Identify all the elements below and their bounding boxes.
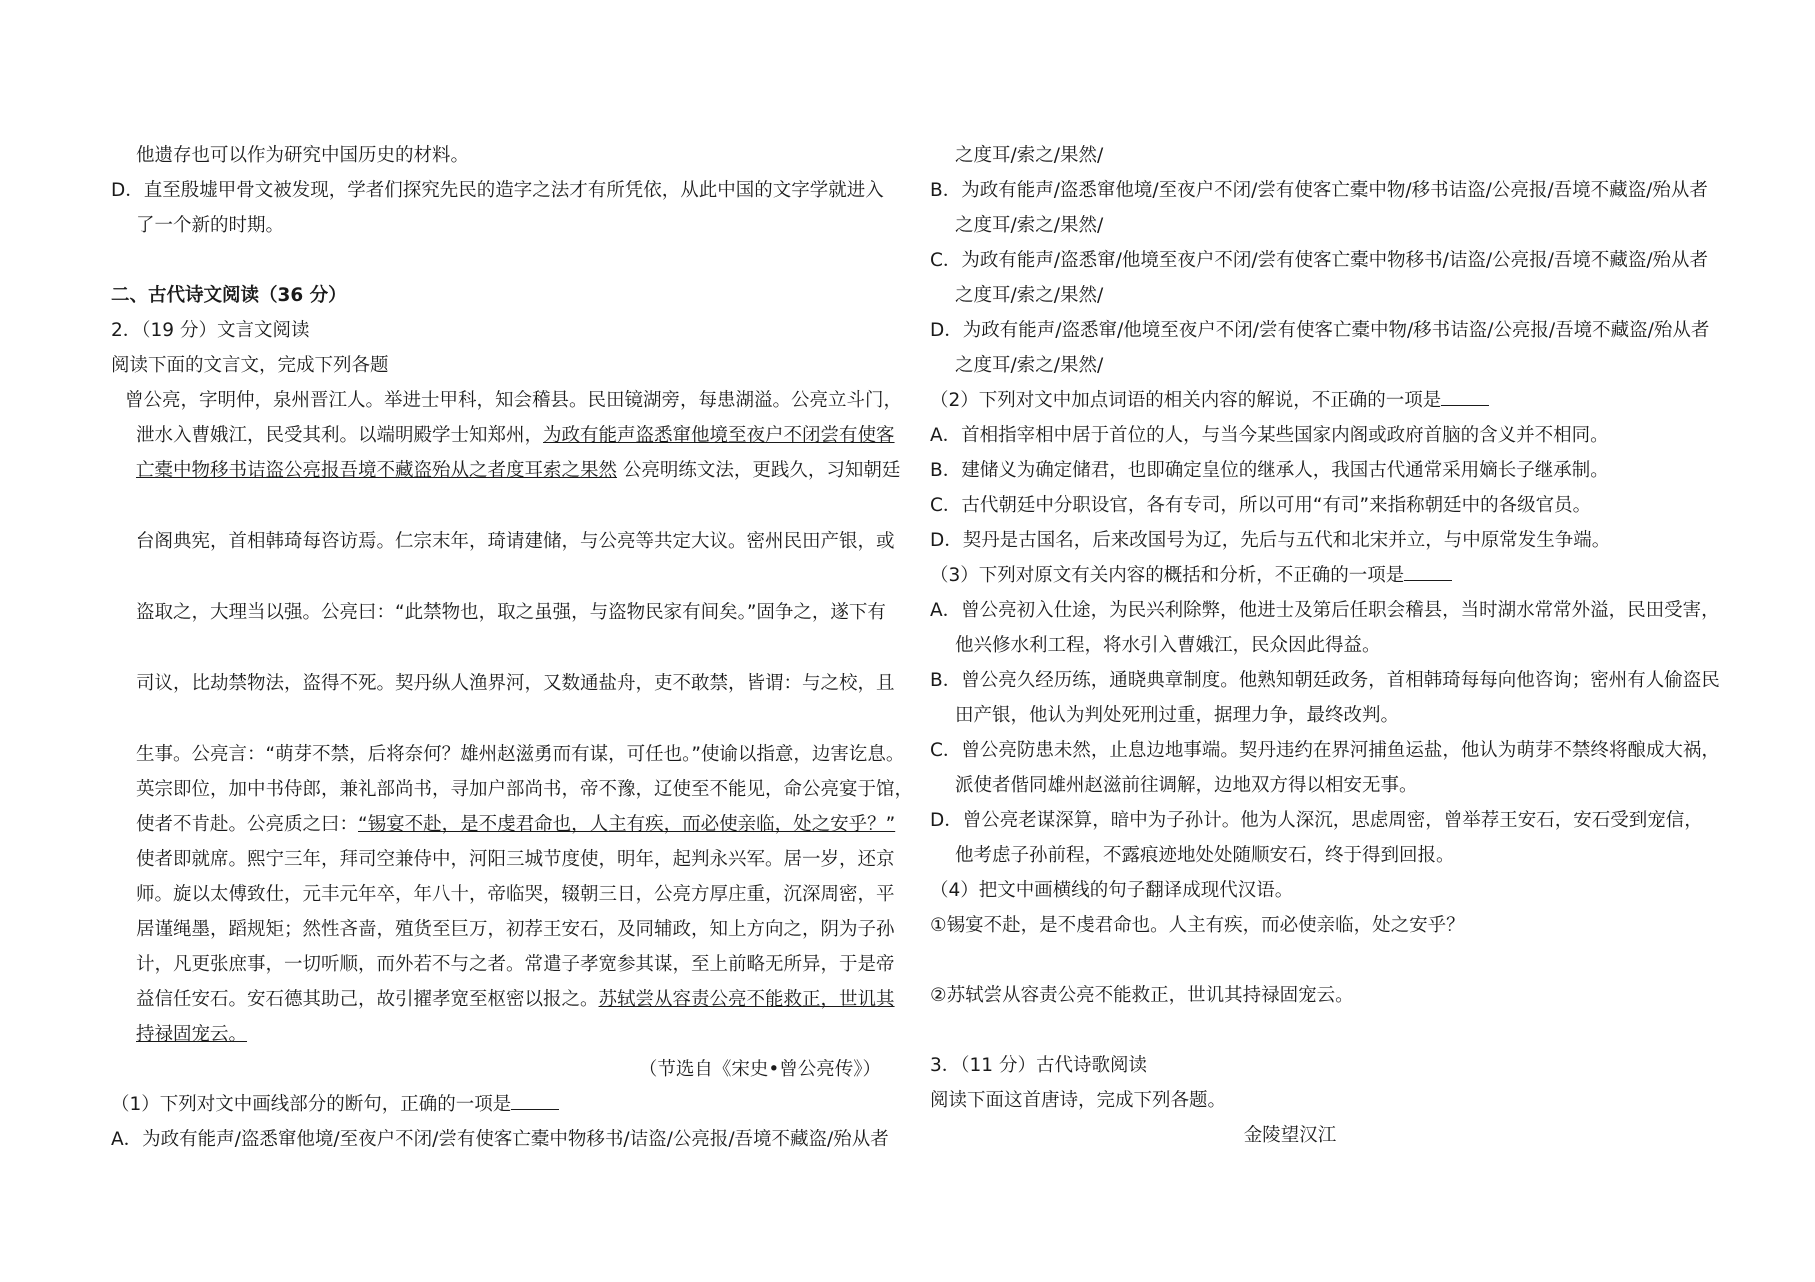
passage-text: 泄水入曹娥江，民受其利。以端明殿学士知郑州， (136, 425, 544, 446)
option-b-line-2: 之度耳/索之/果然/ (955, 215, 1104, 236)
underlined-sentence: 持禄固宠云。 (136, 1024, 248, 1045)
right-column (930, 138, 1720, 1153)
question-2-3-option-c-line-2: 派使者偕同雄州赵滋前往调解，边地双方得以相安无事。 (955, 775, 1418, 796)
underlined-sentence: “锡宴不赴，是不虔君命也，人主有疾，而必使亲临，处之安乎？” (358, 814, 896, 835)
question-2-3-option-a-line-2: 他兴修水利工程，将水引入曹娥江，民众因此得益。 (955, 635, 1381, 656)
passage-line: 司议，比劫禁物法，盗得不死。契丹纵人渔界河，又数通盐舟，吏不敢禁，皆谓：与之校，且 (136, 673, 895, 694)
passage-text: 益信任安石。安石德其助己，故引擢孝宽至枢密以报之。 (136, 989, 599, 1010)
question-2-2-option-b: B．建储义为确定储君，也即确定皇位的继承人，我国古代通常采用嫡长子继承制。 (930, 460, 1609, 481)
question-2-3-option-c-line-1: C．曾公亮防患未然，止息边地事端。契丹违约在界河捕鱼运盐，他认为萌芽不禁终将酿成大祸， (930, 740, 1720, 761)
underlined-sentence: 苏轼尝从容责公亮不能救正，世讥其 (598, 989, 895, 1010)
passage-line (111, 418, 901, 453)
question-2-heading: 2．（19 分）文言文阅读 (111, 320, 310, 341)
option-c-line-2: 之度耳/索之/果然/ (955, 285, 1104, 306)
passage-text: 公亮明练文法，更践久，习知朝廷 (617, 460, 901, 481)
passage-text: 使者不肯赴。公亮质之曰： (136, 814, 359, 835)
question-3-heading: 3．（11 分）古代诗歌阅读 (930, 1055, 1147, 1076)
option-c-continuation: 他遗存也可以作为研究中国历史的材料。 (136, 145, 470, 166)
option-d-line-2: 之度耳/索之/果然/ (955, 355, 1104, 376)
passage-line (111, 982, 901, 1017)
question-2-2-option-a: A．首相指宰相中居于首位的人，与当今某些国家内阁或政府首脑的含义并不相同。 (930, 425, 1609, 446)
passage-line: 英宗即位，加中书侍郎，兼礼部尚书，寻加户部尚书，帝不豫，辽使至不能见，命公亮宴于馆， (136, 779, 914, 800)
question-2-4: （4）把文中画横线的句子翻译成现代汉语。 (930, 880, 1294, 901)
passage-source: （节选自《宋史•曾公亮传》） (638, 1059, 881, 1080)
section-heading: 二、古代诗文阅读（36 分） (111, 285, 347, 306)
option-c-line-1: C．为政有能声/盗悉窜/他境至夜户不闭/尝有使客亡橐中物移书/诘盗/公亮报/吾境不藏盗/殆从者 (930, 250, 1709, 271)
question-2-instruction: 阅读下面的文言文，完成下列各题 (111, 355, 389, 376)
underlined-sentence: 为政有能声盗悉窜他境至夜户不闭尝有使客 (543, 425, 895, 446)
question-2-2-option-d: D．契丹是古国名，后来改国号为辽，先后与五代和北宋并立，与中原常发生争端。 (930, 530, 1611, 551)
underlined-sentence: 亡橐中物移书诘盗公亮报吾境不藏盗殆从之者度耳索之果然 (136, 460, 618, 481)
classical-passage (111, 383, 914, 1052)
question-2-3-option-b-line-1: B．曾公亮久经历练，通晓典章制度。他熟知朝廷政务，首相韩琦每每向他咨询；密州有人偷盗民 (930, 670, 1720, 691)
question-2-1 (111, 1087, 901, 1122)
translation-sentence-1: ①锡宴不赴，是不虔君命也。人主有疾，而必使亲临，处之安乎？ (930, 915, 1465, 936)
question-2-2-option-c: C．古代朝廷中分职设官，各有专司，所以可用“有司”来指称朝廷中的各级官员。 (930, 495, 1592, 516)
answer-blank (511, 1091, 559, 1110)
answer-blank (1404, 562, 1452, 581)
passage-line: 盗取之，大理当以强。公亮曰：“此禁物也，取之虽强，与盗物民家有间矣。”固争之，遂下有 (136, 602, 886, 623)
question-text: （1）下列对文中画线部分的断句，正确的一项是 (111, 1094, 512, 1115)
question-text: （2）下列对文中加点词语的相关内容的解说，不正确的一项是 (930, 390, 1442, 411)
poem-title: 金陵望汉江 (1243, 1125, 1337, 1146)
question-2-2 (930, 383, 1720, 418)
passage-line: 生事。公亮言：“萌芽不禁，后将奈何？雄州赵滋勇而有谋，可任也。”使谕以指意，边害讫息。 (136, 744, 905, 765)
passage-line: 曾公亮，字明仲，泉州晋江人。举进士甲科，知会稽县。民田镜湖旁，每患湖溢。公亮立斗门， (125, 390, 903, 411)
question-2-3-option-d-line-1: D．曾公亮老谋深算，暗中为子孙计。他为人深沉，思虑周密，曾举荐王安石，安石受到宠信， (930, 810, 1703, 831)
passage-line (111, 453, 901, 488)
question-2-3-option-d-line-2: 他考虑子孙前程，不露痕迹地处处随顺安石，终于得到回报。 (955, 845, 1455, 866)
passage-line: 居谨绳墨，蹈规矩；然性吝啬，殖货至巨万，初荐王安石，及同辅政，知上方向之，阴为子孙 (136, 919, 895, 940)
question-2-1-option-a: A．为政有能声/盗悉窜他境/至夜户不闭/尝有使客亡橐中物移书/诘盗/公亮报/吾境不藏盗/殆从者 (111, 1129, 889, 1150)
question-2-3-option-b-line-2: 田产银，他认为判处死刑过重，据理力争，最终改判。 (955, 705, 1400, 726)
passage-line: 使者即就席。熙宁三年，拜司空兼侍中，河阳三城节度使，明年，起判永兴军。居一岁，还京 (136, 849, 895, 870)
question-3-instruction: 阅读下面这首唐诗，完成下列各题。 (930, 1090, 1227, 1111)
option-d-line-1: D．为政有能声/盗悉窜/他境至夜户不闭/尝有使客亡橐中物/移书诘盗/公亮报/吾境不藏盗/殆从者 (930, 320, 1710, 341)
left-column (111, 138, 914, 1157)
passage-line: 台阁典宪，首相韩琦每咨访焉。仁宗末年，琦请建储，与公亮等共定大议。密州民田产银，或 (136, 531, 895, 552)
option-d-line-2: 了一个新的时期。 (136, 215, 285, 236)
answer-blank (1441, 387, 1489, 406)
question-2-3-option-a-line-1: A．曾公亮初入仕途，为民兴利除弊，他进士及第后任职会稽县，当时湖水常常外溢，民田受害， (930, 600, 1720, 621)
passage-line: 师。旋以太傅致仕，元丰元年卒，年八十，帝临哭，辍朝三日，公亮方厚庄重，沉深周密，平 (136, 884, 895, 905)
passage-line: 计，凡更张庶事，一切听顺，而外若不与之者。常遣子孝宽参其谋，至上前略无所异，于是帝 (136, 954, 895, 975)
translation-sentence-2: ②苏轼尝从容责公亮不能救正，世讥其持禄固宠云。 (930, 985, 1354, 1006)
question-2-3 (930, 558, 1720, 593)
option-a-continuation: 之度耳/索之/果然/ (955, 145, 1104, 166)
option-b-line-1: B．为政有能声/盗悉窜他境/至夜户不闭/尝有使客亡橐中物/移书诘盗/公亮报/吾境不藏盗/殆从者 (930, 180, 1708, 201)
question-text: （3）下列对原文有关内容的概括和分析，不正确的一项是 (930, 565, 1405, 586)
passage-line (111, 1017, 901, 1052)
passage-line (111, 807, 901, 842)
option-d-line-1: D．直至殷墟甲骨文被发现，学者们探究先民的造字之法才有所凭依，从此中国的文字学就进入 (111, 180, 884, 201)
